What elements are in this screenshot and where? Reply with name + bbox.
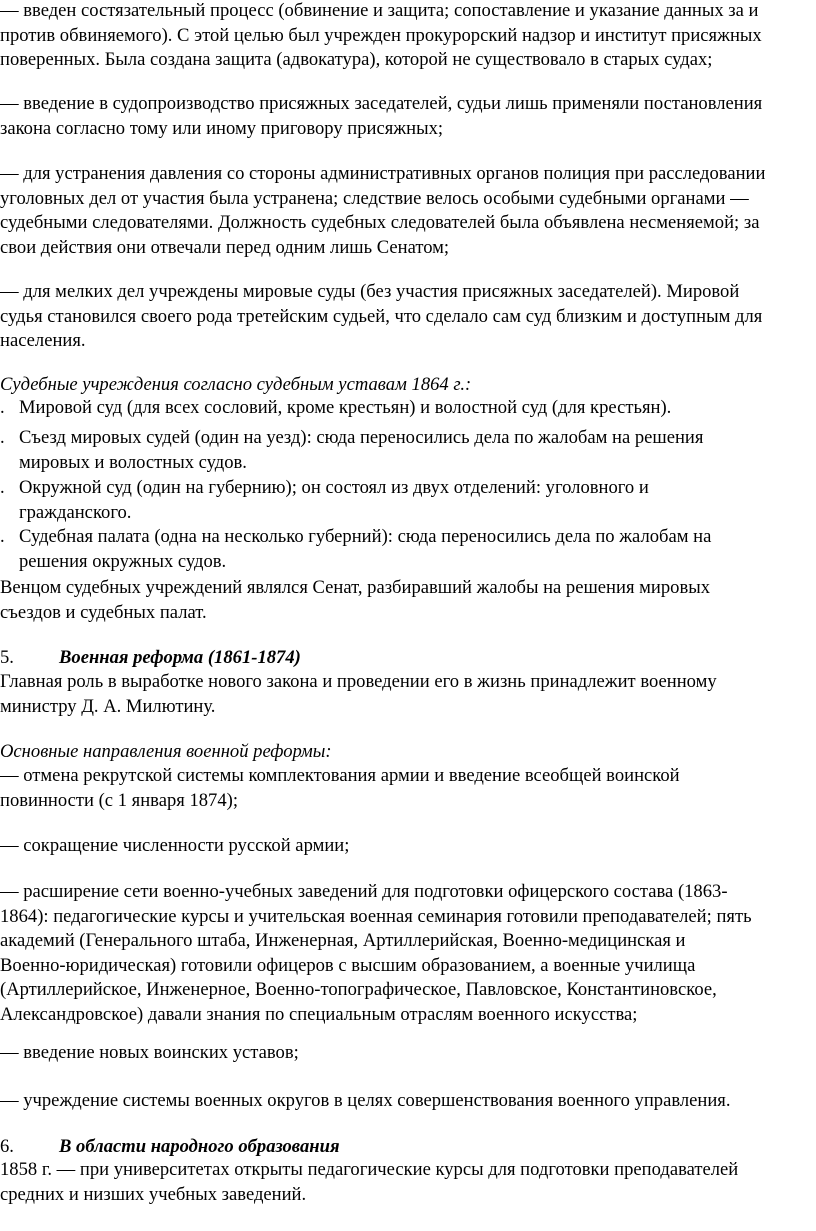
paragraph-pedagogical-courses <box>0 1158 813 1207</box>
text-line: судебными следователями. Должность судебных следователей была объявлена несменяемой; за <box>0 212 760 233</box>
directions-heading-text: Основные направления военной реформы: <box>0 741 332 762</box>
text-line: — введение новых воинских уставов; <box>0 1042 299 1063</box>
paragraph-milyutin <box>0 670 813 719</box>
text-line: министру Д. А. Милютину. <box>0 695 216 717</box>
courts-heading <box>0 373 813 398</box>
text-line: — для устранения давления со стороны административных органов полиция при расследовании <box>0 163 766 184</box>
paragraph-magistrates <box>0 280 813 354</box>
text-line: Военно-юридическая) готовили офицеров с высшим образованием, а военные училища <box>0 954 696 976</box>
paragraph-senate <box>0 576 813 625</box>
text-line: 1864): педагогические курсы и учительская военная семинария готовили преподавателей; пять <box>0 905 752 927</box>
text-line: — сокращение численности русской армии; <box>0 835 350 856</box>
courts-heading-text: Судебные учреждения согласно судебным уставам 1864 г.: <box>0 374 472 395</box>
text-line: Венцом судебных учреждений являлся Сенат, разбиравший жалобы на решения мировых <box>0 577 711 598</box>
list-marker: . <box>0 526 5 547</box>
text-line: — введение в судопроизводство присяжных заседателей, судьи лишь применяли постановления <box>0 93 763 114</box>
paragraph-jury <box>0 92 813 141</box>
text-line: съездов и судебных палат. <box>0 601 207 623</box>
list-marker: . <box>0 427 5 448</box>
section-heading-5 <box>0 646 400 671</box>
text-line: — для мелких дел учреждены мировые суды (без участия присяжных заседателей). Мировой <box>0 281 740 302</box>
text-line: Съезд мировых судей (один на уезд): сюда переносились дела по жалобам на решения <box>19 427 704 448</box>
text-line: поверенных. Была создана защита (адвокатура), которой не существовало в старых судах; <box>0 49 713 70</box>
text-line: 1858 г. — при университетах открыты педагогические курсы для подготовки преподавателей <box>0 1159 739 1180</box>
text-line: — введен состязательный процесс (обвинение и защита; сопоставление и указание данных за и <box>0 0 759 21</box>
text-line: уголовных дел от участия была устранена; следствие велось особыми судебными органами — <box>0 187 749 209</box>
list-marker: . <box>0 477 5 498</box>
section-title: Военная реформа (1861-1874) <box>59 647 301 668</box>
paragraph-army-reduction <box>0 834 813 859</box>
section-title: В области народного образования <box>59 1136 340 1157</box>
text-line: решения окружных судов. <box>19 550 227 572</box>
text-line: гражданского. <box>19 501 132 523</box>
paragraph-military-districts <box>0 1089 813 1114</box>
text-line: мировых и волостных судов. <box>19 451 247 473</box>
text-line: — отмена рекрутской системы комплектования армии и введение всеобщей воинской <box>0 765 680 786</box>
text-line: (Артиллерийское, Инженерное, Военно-топографическое, Павловское, Константиновское, <box>0 979 717 1000</box>
text-line: закона согласно тому или иному приговору присяжных; <box>0 117 444 139</box>
text-line: свои действия они отвечали перед одним лишь Сенатом; <box>0 236 450 258</box>
text-line: судья становился своего рода третейским судьей, что сделало сам суд близким и доступным для <box>0 305 763 327</box>
text-line: — расширение сети военно-учебных заведений для подготовки офицерского состава (1863- <box>0 881 728 902</box>
paragraph-regulations <box>0 1041 813 1066</box>
paragraph-investigators <box>0 162 813 260</box>
section-number: 5. <box>0 647 14 668</box>
text-line: Главная роль в выработке нового закона и проведении его в жизнь принадлежит военному <box>0 671 717 692</box>
text-line: населения. <box>0 330 86 351</box>
text-line: — учреждение системы военных округов в целях совершенствования военного управления. <box>0 1090 731 1111</box>
section-number: 6. <box>0 1136 14 1157</box>
text-line: повинности (с 1 января 1874); <box>0 789 238 811</box>
text-line: Судебная палата (одна на несколько губерний): сюда переносились дела по жалобам на <box>19 526 712 547</box>
list-marker: . <box>0 397 5 418</box>
text-line: академий (Генерального штаба, Инженерная, Артиллерийская, Военно-медицинская и <box>0 930 686 951</box>
text-line: против обвиняемого). С этой целью был учрежден прокурорский надзор и институт присяжных <box>0 24 762 46</box>
text-line: Мировой суд (для всех сословий, кроме крестьян) и волостной суд (для крестьян). <box>19 397 672 418</box>
paragraph-military-schools <box>0 880 813 1027</box>
text-line: Окружной суд (один на губернию); он состоял из двух отделений: уголовного и <box>19 477 649 498</box>
paragraph-conscription <box>0 764 813 813</box>
text-line: средних и низших учебных заведений. <box>0 1183 307 1205</box>
directions-heading <box>0 740 813 765</box>
section-heading-6 <box>0 1135 400 1160</box>
text-line: Александровское) давали знания по специальным отраслям военного искусства; <box>0 1003 638 1025</box>
paragraph-adversarial-process <box>0 0 813 73</box>
